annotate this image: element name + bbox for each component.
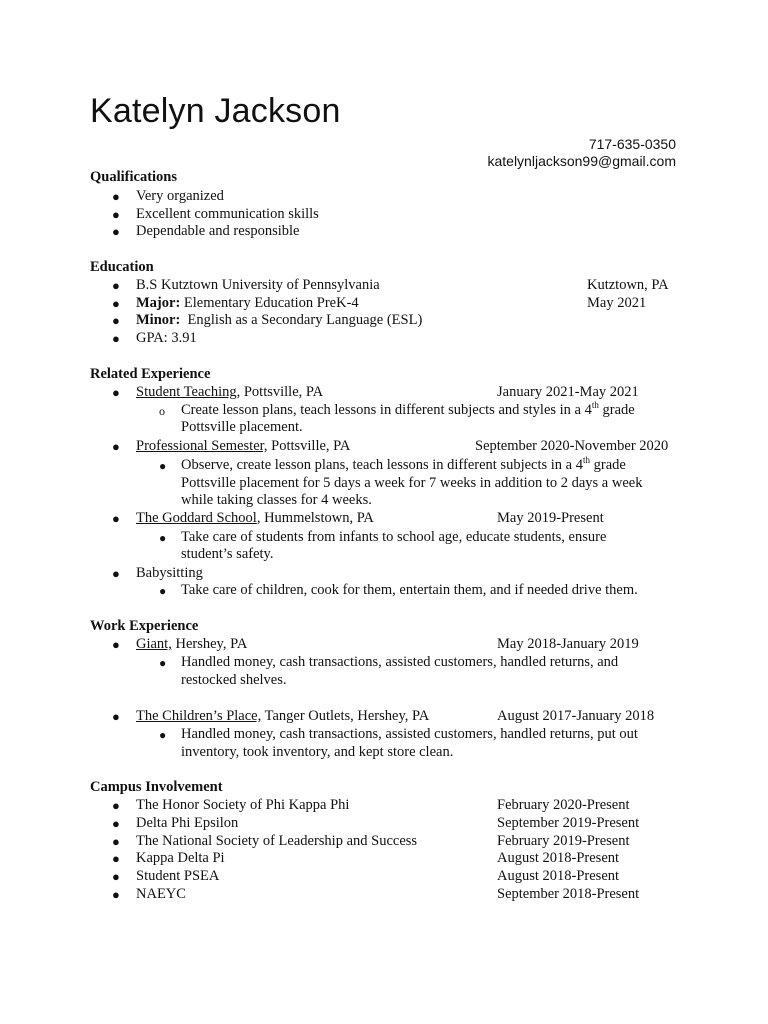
- related-experience-heading: Related Experience: [90, 366, 211, 382]
- education-school: B.S Kutztown University of Pennsylvania: [136, 277, 380, 293]
- experience-date: May 2019-Present: [497, 510, 604, 526]
- bullet: ●: [112, 331, 120, 346]
- campus-involvement-heading: Campus Involvement: [90, 779, 223, 795]
- experience-location: Pottsville, PA: [267, 438, 351, 454]
- experience-student-teaching: [136, 384, 323, 402]
- campus-date: August 2018-Present: [497, 850, 620, 866]
- bullet: ●: [112, 816, 120, 831]
- bullet: ●: [112, 834, 120, 849]
- campus-date: February 2020-Present: [497, 797, 630, 813]
- experience-location: , Pottsville, PA: [236, 384, 324, 400]
- qualification-item: Dependable and responsible: [136, 223, 300, 239]
- experience-detail: Take care of students from infants to school age, educate students, ensure: [181, 529, 607, 545]
- work-giant: [136, 636, 247, 654]
- bullet: ●: [112, 511, 120, 526]
- education-location: Kutztown, PA: [587, 277, 669, 293]
- qualification-item: Very organized: [136, 188, 224, 204]
- bullet: ●: [112, 566, 120, 581]
- bullet: ●: [112, 851, 120, 866]
- education-heading: Education: [90, 259, 154, 275]
- bullet: ●: [112, 798, 120, 813]
- bullet: ●: [112, 207, 120, 222]
- experience-location: , Hummelstown, PA: [256, 510, 374, 526]
- experience-goddard-school: [136, 510, 374, 528]
- education-gpa: GPA: 3.91: [136, 330, 197, 346]
- work-date: August 2017-January 2018: [497, 708, 655, 724]
- bullet: ●: [112, 189, 120, 204]
- experience-professional-semester: [136, 438, 350, 456]
- bullet: ●: [112, 313, 120, 328]
- work-org: Giant,: [136, 636, 172, 652]
- work-childrens-place: [136, 708, 429, 726]
- bullet: ●: [112, 887, 120, 902]
- bullet: ●: [159, 728, 167, 742]
- work-location: Tanger Outlets, Hershey, PA: [261, 708, 430, 724]
- bullet: ●: [112, 709, 120, 724]
- major-value: Elementary Education PreK-4: [180, 295, 359, 311]
- campus-item: Delta Phi Epsilon: [136, 815, 239, 831]
- qualifications-heading: Qualifications: [90, 169, 178, 185]
- work-detail: inventory, took inventory, and kept store clean.: [181, 744, 454, 760]
- experience-date: January 2021-May 2021: [497, 384, 639, 400]
- experience-date: September 2020-November 2020: [475, 438, 669, 454]
- experience-detail: while taking classes for 4 weeks.: [181, 492, 372, 508]
- work-date: May 2018-January 2019: [497, 636, 639, 652]
- bullet: ●: [112, 439, 120, 454]
- work-location: Hershey, PA: [171, 636, 248, 652]
- experience-detail: Pottsville placement for 5 days a week for 7 weeks in addition to 2 days a week: [181, 475, 643, 491]
- work-experience-heading: Work Experience: [90, 618, 199, 634]
- candidate-name: Katelyn Jackson: [90, 92, 341, 130]
- hollow-bullet: o: [159, 404, 165, 418]
- graduation-date: May 2021: [587, 295, 647, 311]
- qualification-item: Excellent communication skills: [136, 206, 319, 222]
- work-detail: restocked shelves.: [181, 672, 287, 688]
- work-org: The Children’s Place,: [136, 708, 262, 724]
- experience-org: Student Teaching: [136, 384, 237, 400]
- experience-detail: Observe, create lesson plans, teach lessons in different subjects in a 4th grade: [181, 455, 626, 473]
- email-address: katelynljackson99@gmail.com: [487, 153, 676, 169]
- campus-item: The National Society of Leadership and Success: [136, 833, 418, 849]
- minor-label: Minor:: [136, 312, 181, 328]
- bullet: ●: [112, 637, 120, 652]
- bullet: ●: [159, 531, 167, 545]
- campus-item: Kappa Delta Pi: [136, 850, 225, 866]
- bullet: ●: [159, 459, 167, 473]
- campus-item: NAEYC: [136, 886, 186, 902]
- campus-item: The Honor Society of Phi Kappa Phi: [136, 797, 350, 813]
- experience-detail: student’s safety.: [181, 546, 274, 562]
- work-detail: Handled money, cash transactions, assisted customers, handled returns, and: [181, 654, 619, 670]
- campus-item: Student PSEA: [136, 868, 220, 884]
- phone-number: 717-635-0350: [588, 136, 676, 152]
- education-major: [136, 295, 359, 313]
- bullet: ●: [112, 869, 120, 884]
- education-minor: [136, 312, 422, 330]
- experience-org: The Goddard School: [136, 510, 257, 526]
- experience-babysitting: Babysitting: [136, 565, 203, 581]
- experience-detail: Create lesson plans, teach lessons in different subjects and styles in a 4th grade: [181, 400, 635, 418]
- bullet: ●: [159, 584, 167, 598]
- bullet: ●: [159, 656, 167, 670]
- work-detail: Handled money, cash transactions, assisted customers, handled returns, put out: [181, 726, 638, 742]
- bullet: ●: [112, 385, 120, 400]
- experience-detail: Pottsville placement.: [181, 419, 303, 435]
- campus-date: September 2018-Present: [497, 886, 640, 902]
- bullet: ●: [112, 278, 120, 293]
- bullet: ●: [112, 224, 120, 239]
- bullet: ●: [112, 296, 120, 311]
- campus-date: August 2018-Present: [497, 868, 620, 884]
- experience-detail: Take care of children, cook for them, entertain them, and if needed drive them.: [181, 582, 638, 598]
- experience-org: Professional Semester,: [136, 438, 268, 454]
- major-label: Major:: [136, 295, 181, 311]
- campus-date: September 2019-Present: [497, 815, 640, 831]
- minor-value: English as a Secondary Language (ESL): [180, 312, 423, 328]
- campus-date: February 2019-Present: [497, 833, 630, 849]
